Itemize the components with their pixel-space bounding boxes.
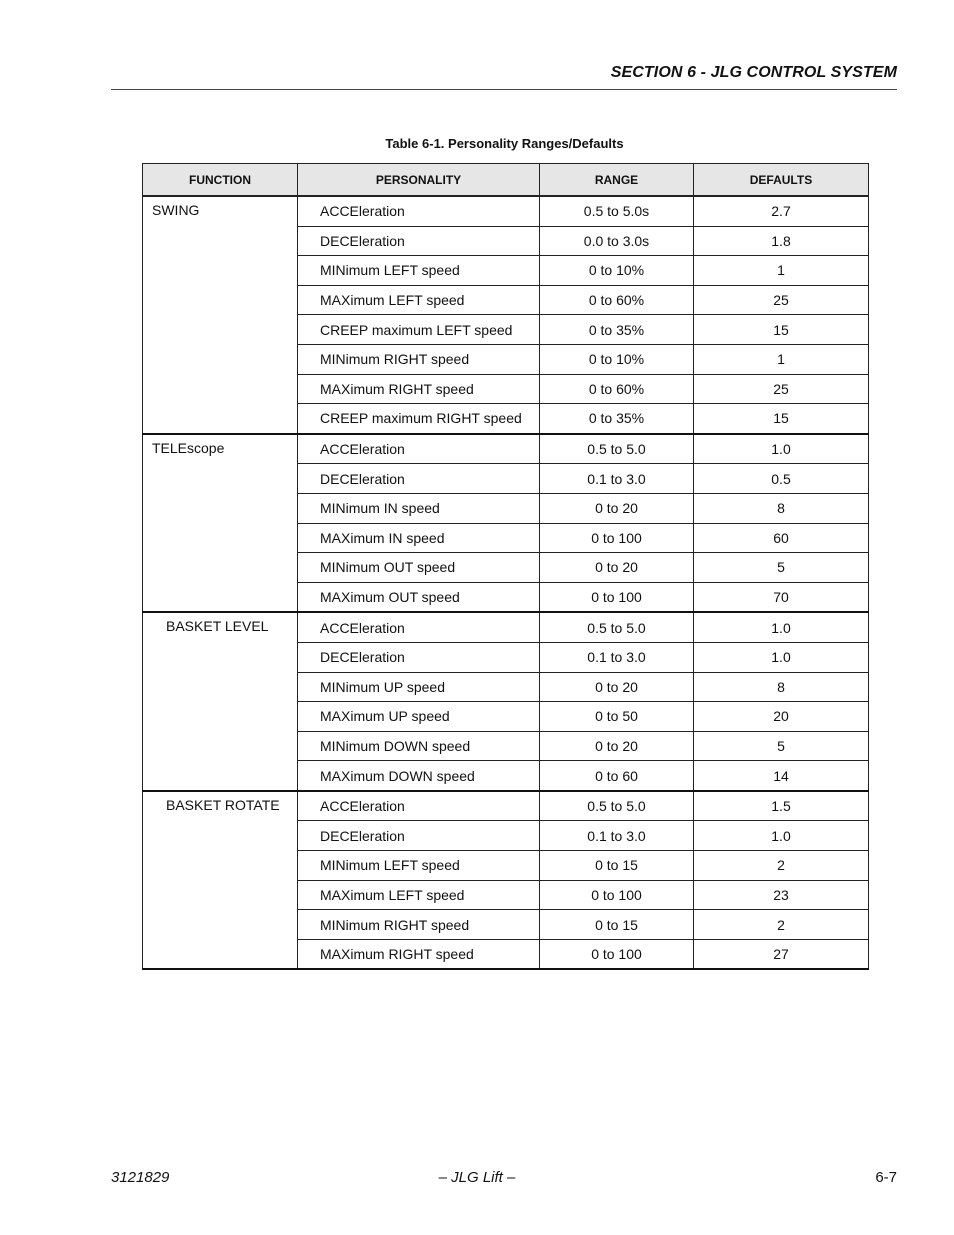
personality-cell: DECEleration (298, 464, 540, 494)
personality-cell: DECEleration (298, 226, 540, 256)
default-cell: 8 (694, 493, 869, 523)
range-cell: 0 to 20 (540, 553, 694, 583)
range-cell: 0.5 to 5.0s (540, 196, 694, 226)
default-cell: 1.8 (694, 226, 869, 256)
default-cell: 1.0 (694, 642, 869, 672)
personality-cell: MINimum DOWN speed (298, 731, 540, 761)
range-cell: 0.1 to 3.0 (540, 642, 694, 672)
personality-cell: MINimum RIGHT speed (298, 344, 540, 374)
default-cell: 25 (694, 374, 869, 404)
default-cell: 1 (694, 344, 869, 374)
range-cell: 0 to 35% (540, 404, 694, 434)
table-row (143, 196, 869, 226)
range-cell: 0.0 to 3.0s (540, 226, 694, 256)
default-cell: 2 (694, 910, 869, 940)
range-cell: 0 to 15 (540, 910, 694, 940)
range-cell: 0 to 10% (540, 256, 694, 286)
default-cell: 1.5 (694, 791, 869, 821)
default-cell: 60 (694, 523, 869, 553)
range-cell: 0 to 100 (540, 523, 694, 553)
default-cell: 1 (694, 256, 869, 286)
table-caption: Table 6-1. Personality Ranges/Defaults (385, 136, 624, 151)
page-number: 6-7 (875, 1169, 897, 1186)
range-cell: 0.5 to 5.0 (540, 434, 694, 464)
range-cell: 0 to 60% (540, 374, 694, 404)
table-row (143, 612, 869, 642)
personality-cell: ACCEleration (298, 791, 540, 821)
function-cell: BASKET ROTATE (143, 791, 298, 970)
personality-cell: MINimum LEFT speed (298, 851, 540, 881)
range-cell: 0 to 35% (540, 315, 694, 345)
column-header-defaults: DEFAULTS (694, 164, 869, 197)
function-cell: SWING (143, 196, 298, 434)
personality-cell: MAXimum OUT speed (298, 582, 540, 612)
personality-cell: CREEP maximum RIGHT speed (298, 404, 540, 434)
range-cell: 0 to 100 (540, 582, 694, 612)
table-row (143, 791, 869, 821)
default-cell: 5 (694, 731, 869, 761)
range-cell: 0 to 100 (540, 880, 694, 910)
range-cell: 0 to 50 (540, 702, 694, 732)
document-number: 3121829 (111, 1169, 170, 1186)
function-cell: BASKET LEVEL (143, 612, 298, 791)
personality-cell: MINimum UP speed (298, 672, 540, 702)
personality-cell: ACCEleration (298, 196, 540, 226)
personality-cell: MAXimum DOWN speed (298, 761, 540, 791)
personality-cell: CREEP maximum LEFT speed (298, 315, 540, 345)
default-cell: 27 (694, 939, 869, 969)
default-cell: 1.0 (694, 821, 869, 851)
personality-cell: DECEleration (298, 821, 540, 851)
personality-cell: DECEleration (298, 642, 540, 672)
range-cell: 0.1 to 3.0 (540, 821, 694, 851)
range-cell: 0.5 to 5.0 (540, 612, 694, 642)
personality-cell: ACCEleration (298, 434, 540, 464)
table-row (143, 434, 869, 464)
publisher-label: – JLG Lift – (438, 1169, 516, 1186)
personality-cell: MAXimum UP speed (298, 702, 540, 732)
range-cell: 0 to 100 (540, 939, 694, 969)
personality-cell: MAXimum LEFT speed (298, 880, 540, 910)
range-cell: 0.5 to 5.0 (540, 791, 694, 821)
section-title: SECTION 6 - JLG CONTROL SYSTEM (610, 64, 897, 81)
table-body (143, 196, 869, 969)
personality-cell: ACCEleration (298, 612, 540, 642)
personality-cell: MINimum RIGHT speed (298, 910, 540, 940)
default-cell: 1.0 (694, 434, 869, 464)
personality-cell: MAXimum RIGHT speed (298, 939, 540, 969)
default-cell: 20 (694, 702, 869, 732)
default-cell: 14 (694, 761, 869, 791)
header-divider (111, 89, 897, 90)
personality-cell: MINimum IN speed (298, 493, 540, 523)
range-cell: 0 to 20 (540, 731, 694, 761)
range-cell: 0 to 60 (540, 761, 694, 791)
personality-cell: MINimum LEFT speed (298, 256, 540, 286)
default-cell: 23 (694, 880, 869, 910)
default-cell: 5 (694, 553, 869, 583)
column-header-range: RANGE (540, 164, 694, 197)
default-cell: 25 (694, 285, 869, 315)
personality-cell: MINimum OUT speed (298, 553, 540, 583)
default-cell: 0.5 (694, 464, 869, 494)
default-cell: 15 (694, 315, 869, 345)
personality-cell: MAXimum IN speed (298, 523, 540, 553)
range-cell: 0 to 10% (540, 344, 694, 374)
range-cell: 0 to 60% (540, 285, 694, 315)
default-cell: 2.7 (694, 196, 869, 226)
column-header-personality: PERSONALITY (298, 164, 540, 197)
range-cell: 0 to 20 (540, 672, 694, 702)
default-cell: 1.0 (694, 612, 869, 642)
function-cell: TELEscope (143, 434, 298, 613)
column-header-function: FUNCTION (143, 164, 298, 197)
table-header-row (143, 164, 869, 197)
default-cell: 70 (694, 582, 869, 612)
range-cell: 0 to 20 (540, 493, 694, 523)
range-cell: 0.1 to 3.0 (540, 464, 694, 494)
personality-cell: MAXimum RIGHT speed (298, 374, 540, 404)
personality-cell: MAXimum LEFT speed (298, 285, 540, 315)
default-cell: 15 (694, 404, 869, 434)
default-cell: 2 (694, 851, 869, 881)
default-cell: 8 (694, 672, 869, 702)
personality-table (142, 163, 869, 970)
range-cell: 0 to 15 (540, 851, 694, 881)
